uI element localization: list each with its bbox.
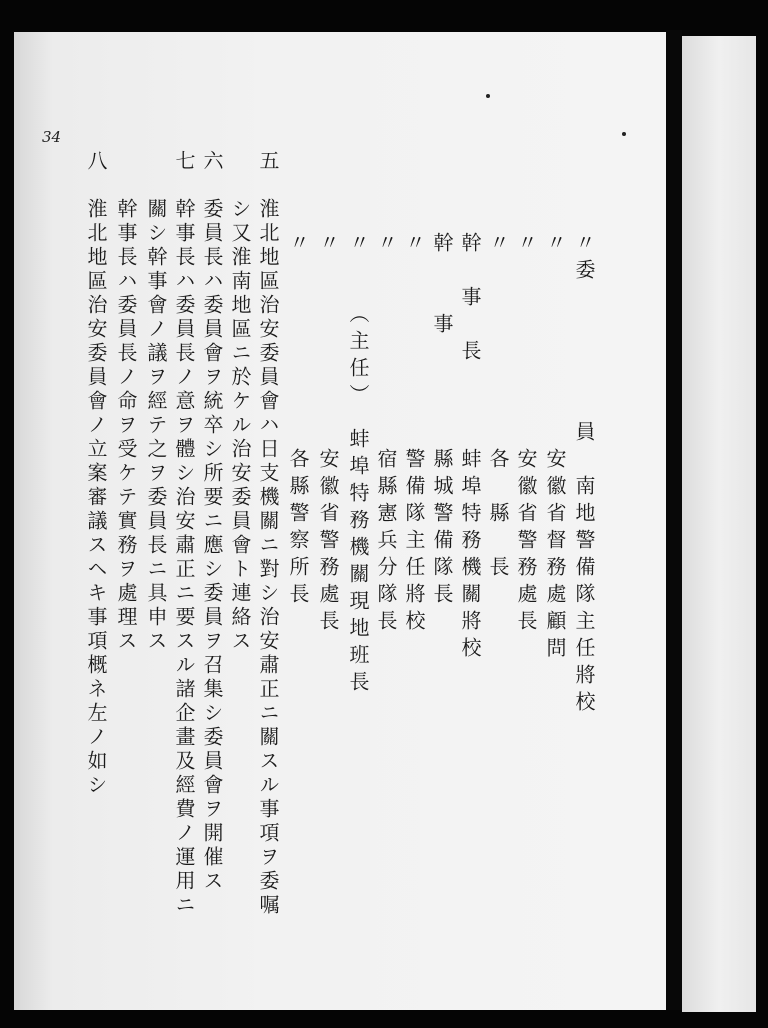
text-column: 關シ幹事會ノ議ヲ經テ之ヲ委員長ニ具申ス [144,150,168,654]
text-column: 六 委員長ハ委員會ヲ統卒シ所要ニ應シ委員ヲ召集シ委員會ヲ開催ス [200,150,224,894]
book-gutter [666,30,682,1010]
text-column: 幹 事 縣城警備隊長 [430,232,454,610]
text-column: 〃 各 縣 長 [486,232,510,583]
text-column: 〃 各縣警察所長 [286,232,310,610]
text-column: 〃 安徽省警務處長 [514,232,538,637]
text-column: 〃 宿縣憲兵分隊長 [374,232,398,637]
scan-speck [622,132,626,136]
text-column: 幹 事 長 蚌埠特務機關將校 [458,232,482,664]
text-column: 〃 安徽省警務處長 [316,232,340,637]
document-page [14,32,666,1010]
text-column: 〃 警備隊主任將校 [402,232,426,637]
text-column: 〃委 員 南地警備隊主任將校 [572,232,596,718]
text-column: 〃 （主任） 蚌埠特務機關現地班長 [346,232,370,698]
facing-page-edge [682,36,756,1012]
text-column: 五 淮北地區治安委員會ハ日支機關ニ對シ治安肅正ニ關スル事項ヲ委嘱 [256,150,280,918]
text-column: 八 淮北地區治安委員會ノ立案審議スヘキ事項概ネ左ノ如シ [84,150,108,798]
text-column: シ又淮南地區ニ於ケル治安委員會ト連絡ス [228,150,252,654]
text-column: 〃 安徽省督務處顧問 [543,232,567,664]
page-number: 34 [42,128,62,146]
text-column: 幹事長ハ委員長ノ命ヲ受ケテ實務ヲ處理ス [114,150,138,654]
text-column: 七 幹事長ハ委員長ノ意ヲ體シ治安肅正ニ要スル諸企畫及經費ノ運用ニ [172,150,196,918]
scan-speck [486,94,490,98]
